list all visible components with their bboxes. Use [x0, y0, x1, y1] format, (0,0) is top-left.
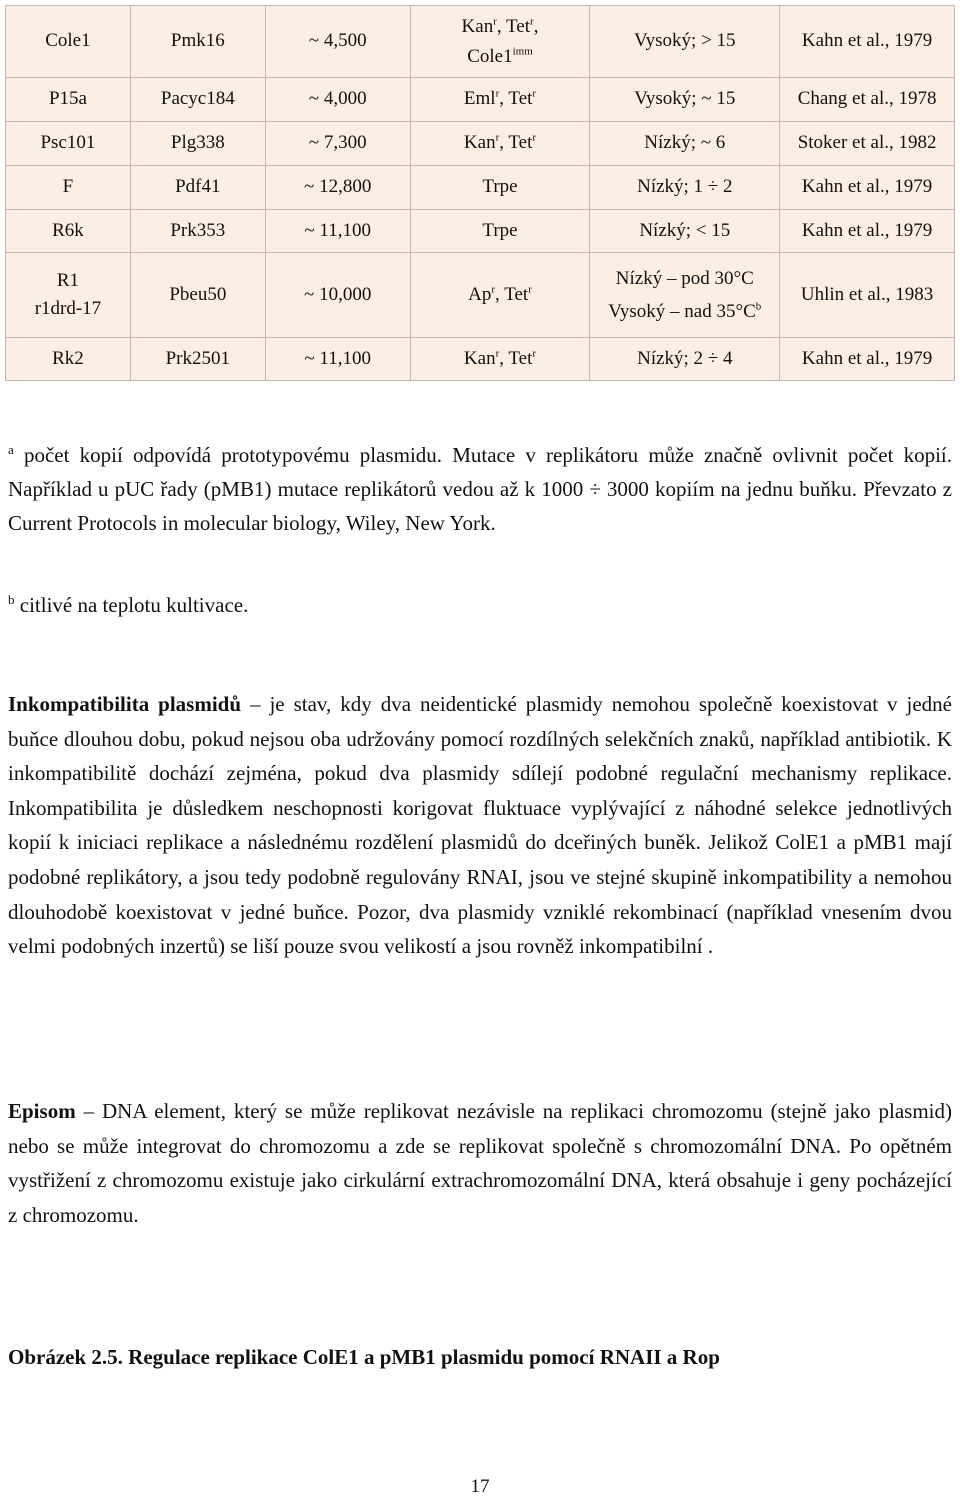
superscript: r: [532, 87, 537, 100]
table-cell: Cole1: [6, 6, 131, 78]
table-cell: Kahn et al., 1979: [780, 210, 955, 253]
superscript: r: [491, 283, 496, 296]
page-number: 17: [470, 1476, 490, 1497]
table-cell: Pacyc184: [130, 78, 265, 122]
table-cell: Kahn et al., 1979: [780, 6, 955, 78]
table-cell: P15a: [6, 78, 131, 122]
table-cell: [590, 253, 780, 338]
table-cell: Nízký; 2 ÷ 4: [590, 338, 780, 381]
table-cell: Chang et al., 1978: [780, 78, 955, 122]
table-cell: Pmk16: [130, 6, 265, 78]
cell-text: , Tet: [495, 283, 529, 305]
cell-text: Kan: [463, 347, 496, 369]
cell-text: Kan: [463, 132, 496, 154]
superscript: r: [532, 347, 537, 360]
paragraph-episome: [8, 1094, 952, 1232]
table-row: [6, 210, 955, 253]
cell-text: Ap: [468, 283, 492, 305]
table-cell: Uhlin et al., 1983: [780, 253, 955, 338]
table-cell: ~ 4,000: [265, 78, 410, 122]
table-cell: Prk353: [130, 210, 265, 253]
table-cell: ~ 11,100: [265, 338, 410, 381]
table-cell: Psc101: [6, 122, 131, 166]
table-cell: R6k: [6, 210, 131, 253]
table-cell: [410, 6, 590, 78]
table-cell: [410, 338, 590, 381]
table-cell: F: [6, 166, 131, 210]
table-cell: Vysoký; ~ 15: [590, 78, 780, 122]
footnote-text: počet kopií odpovídá prototypovému plasmidu. Mutace v replikátoru může značně ovlivnit počet kopií. Například u pUC řady (pMB1) mutace replikátorů vedou až k 1000 ÷ 3000 kopiím na jednu buňku. Převzato z Current Protocols in molecular biology, Wiley, New York.: [8, 443, 953, 535]
table-row: [6, 6, 955, 78]
table-row: [6, 122, 955, 166]
term-heading: Episom: [8, 1099, 76, 1123]
superscript: r: [528, 283, 532, 296]
table-cell: [410, 253, 590, 338]
table-cell: Pbeu50: [130, 253, 265, 338]
table-cell: [410, 122, 590, 166]
footnote-text: citlivé na teplotu kultivace.: [19, 593, 249, 617]
table-cell: Plg338: [130, 122, 265, 166]
table-cell: Pdf41: [130, 166, 265, 210]
cell-text: Vysoký – nad 35°C: [608, 301, 756, 322]
table-cell: Kahn et al., 1979: [780, 166, 955, 210]
cell-text: r1drd-17: [34, 298, 102, 319]
table-cell: ~ 4,500: [265, 6, 410, 78]
paragraph-incompatibility: [8, 687, 952, 964]
cell-text: R1: [56, 270, 80, 292]
cell-text: , Tet: [499, 132, 533, 154]
table-row: [6, 166, 955, 210]
table-cell: ~ 10,000: [265, 253, 410, 338]
table-cell: ~ 11,100: [265, 210, 410, 253]
table-cell: ~ 7,300: [265, 122, 410, 166]
footnote-marker: b: [8, 592, 15, 607]
plasmid-table: [5, 5, 955, 381]
cell-text: Eml: [463, 88, 496, 110]
table-cell: Trpe: [410, 210, 590, 253]
cell-text: , Tet: [496, 16, 531, 38]
cell-text: , Tet: [499, 88, 533, 110]
table-cell: Nízký; < 15: [590, 210, 780, 253]
table-cell: Nízký; 1 ÷ 2: [590, 166, 780, 210]
cell-text: Nízký – pod 30°C: [615, 267, 754, 289]
table-cell: Vysoký; > 15: [590, 6, 780, 78]
table-row: [6, 253, 955, 338]
superscript: r: [495, 87, 500, 100]
table-cell: Prk2501: [130, 338, 265, 381]
superscript: r: [493, 15, 497, 28]
table-row: [6, 78, 955, 122]
footnote-marker: a: [8, 442, 14, 457]
superscript: b: [755, 300, 762, 313]
paragraph-text: – je stav, kdy dva neidentické plasmidy nemohou společně koexistovat v jedné buňce dlouhou dobu, pokud nejsou oba udržovány pomocí rozdílných selekčních znaků, například antibiotik. K inkompatibilitě dochází zejména, pokud dva plasmidy sdílejí podobné regulační mechanismy replikace. Inkompatibilita je důsledkem neschopnosti korigovat fluktuace vyplývající z náhodné selekce jednotlivých kopií k iniciaci replikace a následnému rozdělení plasmidů do dceřiných buněk. Jelikož ColE1 a pMB1 mají podobné replikátory, a jsou tedy podobně regulovány RNAI, jsou ve stejné skupině inkompatibility a nemohou dlouhodobě koexistovat v jedné buňce. Pozor, dva plasmidy vzniklé rekombinací (například vnesením dvou velmi podobných inzertů) se liší pouze svou velikostí a jsou rovněž inkompatibilní .: [8, 692, 952, 959]
term-heading: Inkompatibilita plasmidů: [8, 692, 242, 716]
cell-text: ,: [533, 16, 539, 38]
superscript: r: [495, 347, 500, 360]
table-cell: Stoker et al., 1982: [780, 122, 955, 166]
footnote-b: [8, 588, 952, 622]
table-cell: Rk2: [6, 338, 131, 381]
table-cell: [410, 78, 590, 122]
cell-text: , Tet: [499, 347, 533, 369]
cell-text: Kan: [461, 16, 494, 38]
footnote-a: [8, 438, 952, 540]
superscript: imm: [512, 45, 533, 58]
superscript: r: [495, 131, 500, 144]
table-cell: ~ 12,800: [265, 166, 410, 210]
cell-text: Cole1: [467, 45, 513, 67]
superscript: r: [532, 131, 537, 144]
superscript: r: [530, 15, 534, 28]
table-cell: Nízký; ~ 6: [590, 122, 780, 166]
table-cell: [6, 253, 131, 338]
figure-caption: Obrázek 2.5. Regulace replikace ColE1 a pMB1 plasmidu pomocí RNAII a Rop: [8, 1345, 720, 1369]
table-row: [6, 338, 955, 381]
table-cell: Trpe: [410, 166, 590, 210]
table-cell: Kahn et al., 1979: [780, 338, 955, 381]
paragraph-text: – DNA element, který se může replikovat nezávisle na replikaci chromozomu (stejně jako plasmid) nebo se může integrovat do chromozomu a zde se replikovat společně s chromozomální DNA. Po opětném vystřižení z chromozomu existuje jako cirkulární extrachromozomální DNA, která obsahuje i geny pocházející z chromozomu.: [8, 1099, 952, 1227]
